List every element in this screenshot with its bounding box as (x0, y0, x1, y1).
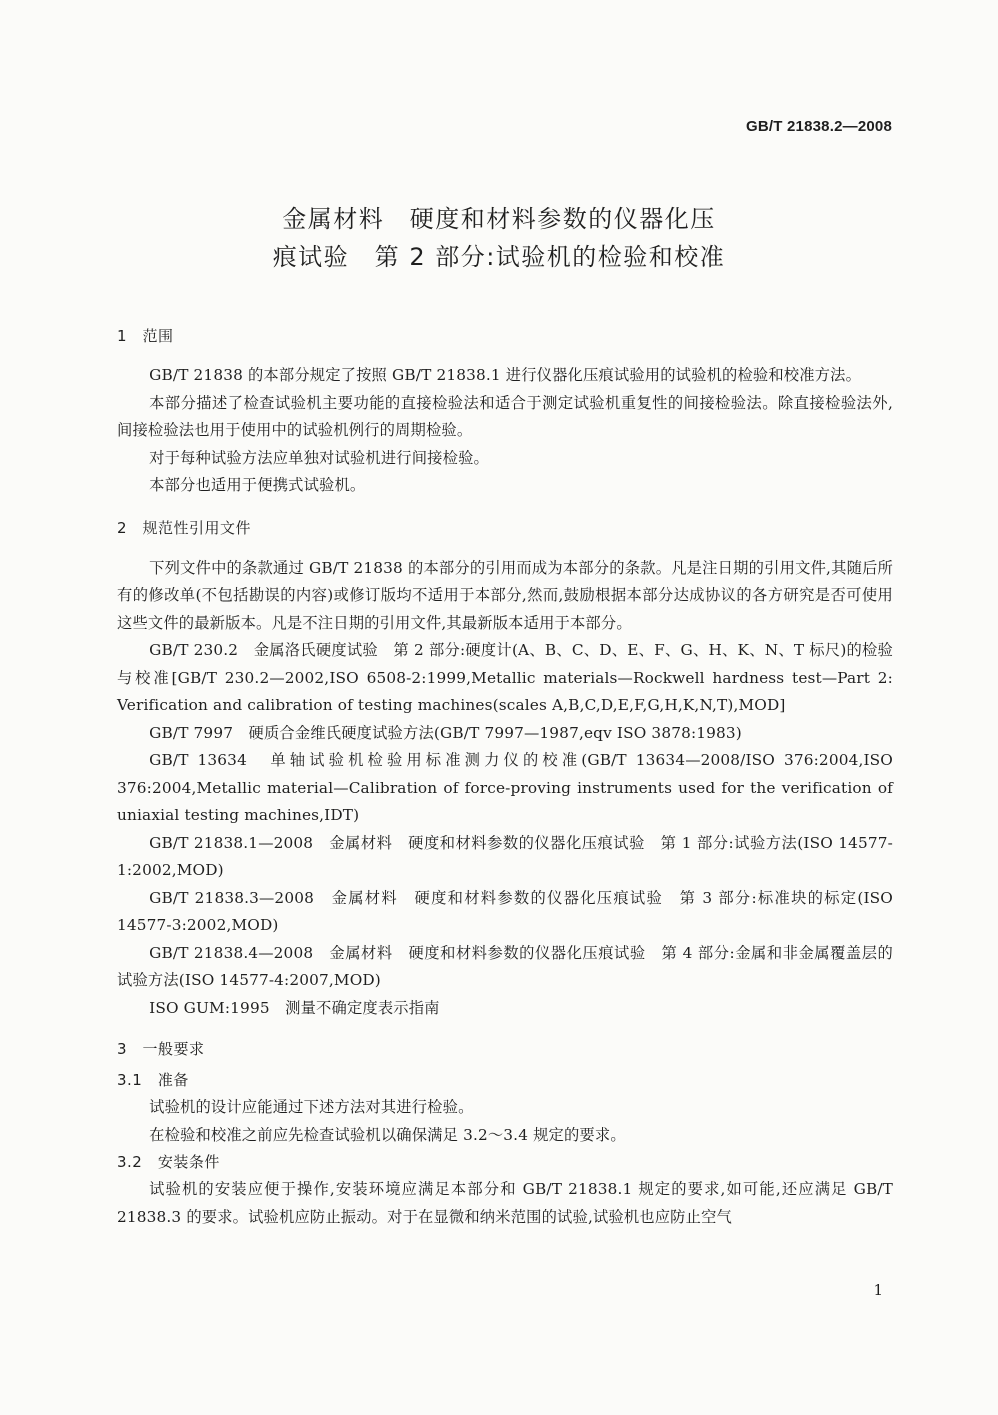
section-3-heading: 3 一般要求 (117, 1040, 205, 1058)
page-number: 1 (873, 1281, 883, 1299)
section-1-paragraph: 对于每种试验方法应单独对试验机进行间接检验。 (149, 448, 489, 467)
section-3-1-paragraph: 在检验和校准之前应先检查试验机以确保满足 3.2～3.4 规定的要求。 (149, 1125, 626, 1144)
document-body (117, 325, 893, 1231)
title-line-2: 痕试验 第 2 部分:试验机的检验和校准 (272, 243, 726, 271)
section-3-1-heading: 3.1 准备 (117, 1071, 189, 1089)
section-2-heading: 2 规范性引用文件 (117, 518, 252, 537)
reference-item: GB/T 21838.3—2008 金属材料 硬度和材料参数的仪器化压痕试验 第 3 部分:标准块的标定(ISO 14577-3:2002,MOD) (117, 888, 893, 934)
section-1-paragraph: 本部分也适用于便携式试验机。 (149, 476, 366, 494)
section-3-2-heading: 3.2 安装条件 (117, 1153, 220, 1171)
standard-code: GB/T 21838.2—2008 (746, 118, 892, 135)
section-1-paragraph: 本部分描述了检查试验机主要功能的直接检验法和适合于测定试验机重复性的间接检验法。除直接检验法外,间接检验法也用于使用中的试验机例行的周期检验。 (117, 393, 893, 439)
reference-item: GB/T 230.2 金属洛氏硬度试验 第 2 部分:硬度计(A、B、C、D、E、F、G、H、K、N、T 标尺)的检验与校准[GB/T 230.2—2002,ISO 6508-2:1999,Metallic materials—Rockwell hardness test—Part 2: Verification and calibration of testing machines(scales A,B,C,D,E,F,G,H,K,N,T),MOD] (117, 641, 893, 714)
reference-item: GB/T 7997 硬质合金维氏硬度试验方法(GB/T 7997—1987,eqv ISO 3878:1983) (149, 723, 742, 742)
title-line-1: 金属材料 硬度和材料参数的仪器化压 (282, 205, 716, 233)
reference-item: GB/T 21838.4—2008 金属材料 硬度和材料参数的仪器化压痕试验 第 4 部分:金属和非金属覆盖层的试验方法(ISO 14577-4:2007,MOD) (117, 943, 893, 989)
section-1-heading: 1 范围 (117, 327, 174, 345)
reference-item: ISO GUM:1995 测量不确定度表示指南 (149, 998, 440, 1017)
section-3-1-paragraph: 试验机的设计应能通过下述方法对其进行检验。 (149, 1098, 474, 1116)
reference-item: GB/T 21838.1—2008 金属材料 硬度和材料参数的仪器化压痕试验 第 1 部分:试验方法(ISO 14577-1:2002,MOD) (117, 833, 893, 879)
document-title (0, 200, 998, 276)
reference-item: GB/T 13634 单轴试验机检验用标准测力仪的校准(GB/T 13634—2008/ISO 376:2004,ISO 376:2004,Metallic material—Calibration of force-proving instruments used for the verification of uniaxial testing machines,IDT) (117, 751, 893, 824)
section-1-paragraph: GB/T 21838 的本部分规定了按照 GB/T 21838.1 进行仪器化压痕试验用的试验机的检验和校准方法。 (149, 366, 862, 384)
section-2-paragraph: 下列文件中的条款通过 GB/T 21838 的本部分的引用而成为本部分的条款。凡是注日期的引用文件,其随后所有的修改单(不包括勘误的内容)或修订版均不适用于本部分,然而,鼓励根据本部分达成协议的各方研究是否可使用这些文件的最新版本。凡是不注日期的引用文件,其最新版本适用于本部分。 (117, 558, 893, 632)
section-3-2-paragraph: 试验机的安装应便于操作,安装环境应满足本部分和 GB/T 21838.1 规定的要求,如可能,还应满足 GB/T 21838.3 的要求。试验机应防止振动。对于在显微和纳米范围的试验,试验机也应防止空气 (117, 1180, 893, 1226)
